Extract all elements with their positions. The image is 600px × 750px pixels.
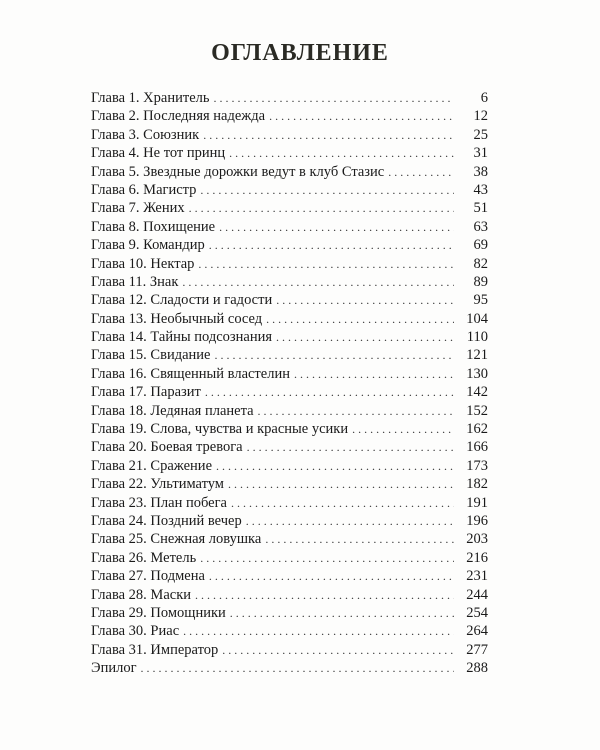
toc-dot-leader: [200, 181, 454, 199]
toc-dot-leader: [294, 365, 454, 383]
toc-dot-leader: [258, 402, 454, 420]
toc-entry: [91, 310, 488, 328]
toc-entry-title: Глава 1. Хранитель: [91, 90, 210, 106]
toc-entry: [91, 567, 488, 585]
toc-dot-leader: [265, 530, 454, 548]
toc-entry-title: Глава 31. Император: [91, 641, 219, 658]
toc-dot-leader: [276, 328, 454, 346]
toc-entry-title: Глава 27. Подмена: [91, 568, 205, 585]
toc-entry-page-number: 203: [466, 531, 488, 548]
table-of-contents: [91, 89, 488, 678]
toc-entry: [91, 549, 488, 567]
page-title: ОГЛАВЛЕНИЕ: [211, 40, 389, 66]
toc-entry-title: Глава 29. Помощники: [91, 604, 226, 621]
toc-dot-leader: [229, 144, 454, 162]
toc-entry: [91, 438, 488, 456]
toc-entry: [91, 273, 488, 291]
toc-entry-page-number: 51: [473, 200, 488, 217]
toc-entry-title: Глава 19. Слова, чувства и красные усики: [91, 421, 349, 438]
toc-entry-title: Глава 17. Паразит: [91, 384, 201, 401]
toc-dot-leader: [269, 107, 454, 125]
toc-entry: [91, 291, 488, 309]
toc-entry-title: Глава 25. Снежная ловушка: [91, 531, 262, 548]
toc-entry: [91, 89, 488, 107]
toc-entry-page-number: 89: [473, 273, 488, 290]
toc-dot-leader: [213, 89, 454, 107]
toc-entry-title: Эпилог: [91, 660, 137, 677]
toc-entry-page-number: 130: [466, 365, 488, 382]
toc-entry: [91, 328, 488, 346]
toc-entry-page-number: 63: [473, 218, 488, 235]
toc-dot-leader: [352, 420, 454, 438]
toc-entry-title: Глава 10. Нектар: [91, 255, 195, 272]
toc-dot-leader: [200, 549, 454, 567]
toc-entry: [91, 218, 488, 236]
toc-entry-title: Глава 12. Сладости и гадости: [91, 292, 273, 309]
toc-dot-leader: [219, 218, 454, 236]
toc-entry-title: Глава 21. Сражение: [91, 457, 213, 474]
toc-dot-leader: [230, 604, 454, 622]
toc-entry-title: Глава 18. Ледяная планета: [91, 402, 254, 419]
toc-entry-title: Глава 8. Похищение: [91, 218, 216, 235]
toc-entry-page-number: 182: [466, 476, 488, 493]
toc-entry: [91, 457, 488, 475]
toc-dot-leader: [182, 273, 454, 291]
toc-entry-page-number: 191: [466, 494, 488, 511]
toc-entry: [91, 236, 488, 254]
toc-entry: [91, 530, 488, 548]
toc-entry: [91, 199, 488, 217]
toc-entry-title: Глава 16. Священный властелин: [91, 365, 290, 382]
toc-entry: [91, 604, 488, 622]
toc-entry-title: Глава 5. Звездные дорожки ведут в клуб Стазис: [91, 163, 385, 180]
toc-entry-title: Глава 9. Командир: [91, 237, 205, 254]
toc-entry-title: Глава 2. Последняя надежда: [91, 108, 266, 125]
toc-dot-leader: [195, 586, 454, 604]
toc-entry-page-number: 95: [473, 292, 488, 309]
toc-entry-page-number: 162: [466, 421, 488, 438]
toc-entry-page-number: 110: [466, 329, 488, 346]
toc-dot-leader: [183, 622, 454, 640]
toc-entry: [91, 475, 488, 493]
toc-entry: [91, 622, 488, 640]
toc-dot-leader: [205, 383, 454, 401]
toc-entry-page-number: 38: [473, 163, 488, 180]
toc-entry-page-number: 196: [466, 512, 488, 529]
toc-entry: [91, 402, 488, 420]
toc-entry-title: Глава 3. Союзник: [91, 126, 200, 143]
toc-entry: [91, 346, 488, 364]
toc-entry-page-number: 231: [466, 568, 488, 585]
toc-entry-page-number: 12: [473, 108, 488, 125]
toc-entry: [91, 181, 488, 199]
toc-entry-page-number: 173: [466, 457, 488, 474]
toc-entry-page-number: 31: [473, 145, 488, 162]
toc-entry-page-number: 121: [466, 347, 488, 364]
toc-entry-title: Глава 30. Риас: [91, 623, 180, 640]
toc-entry-page-number: 166: [466, 439, 488, 456]
toc-entry-title: Глава 6. Магистр: [91, 181, 197, 198]
toc-entry: [91, 420, 488, 438]
toc-entry: [91, 107, 488, 125]
toc-entry: [91, 163, 488, 181]
toc-entry-page-number: 6: [480, 90, 488, 106]
toc-dot-leader: [231, 494, 454, 512]
toc-entry-title: Глава 24. Поздний вечер: [91, 512, 242, 529]
toc-entry-page-number: 104: [466, 310, 488, 327]
toc-entry-page-number: 264: [466, 623, 488, 640]
toc-entry: [91, 512, 488, 530]
toc-dot-leader: [203, 126, 454, 144]
toc-entry-page-number: 277: [466, 641, 488, 658]
toc-dot-leader: [209, 236, 454, 254]
toc-dot-leader: [189, 199, 454, 217]
toc-dot-leader: [198, 255, 454, 273]
toc-entry-title: Глава 11. Знак: [91, 273, 179, 290]
toc-entry-title: Глава 7. Жених: [91, 200, 185, 217]
toc-entry-page-number: 69: [473, 237, 488, 254]
toc-dot-leader: [141, 659, 454, 677]
toc-entry-page-number: 244: [466, 586, 488, 603]
toc-entry-page-number: 152: [466, 402, 488, 419]
toc-entry-title: Глава 23. План побега: [91, 494, 227, 511]
toc-entry: [91, 383, 488, 401]
toc-entry-title: Глава 4. Не тот принц: [91, 145, 226, 162]
toc-entry-title: Глава 22. Ультиматум: [91, 476, 224, 493]
toc-entry: [91, 586, 488, 604]
toc-entry: [91, 365, 488, 383]
toc-entry-title: Глава 20. Боевая тревога: [91, 439, 243, 456]
toc-entry-title: Глава 26. Метель: [91, 549, 197, 566]
toc-entry: [91, 641, 488, 659]
toc-entry-page-number: 254: [466, 604, 488, 621]
toc-entry: [91, 255, 488, 273]
toc-entry-page-number: 216: [466, 549, 488, 566]
toc-dot-leader: [214, 346, 454, 364]
toc-dot-leader: [276, 291, 454, 309]
toc-entry-title: Глава 15. Свидание: [91, 347, 211, 364]
toc-dot-leader: [222, 641, 454, 659]
toc-entry: [91, 659, 488, 677]
toc-entry: [91, 494, 488, 512]
toc-entry-page-number: 288: [466, 660, 488, 677]
toc-dot-leader: [228, 475, 454, 493]
toc-dot-leader: [388, 163, 454, 181]
toc-entry-page-number: 82: [473, 255, 488, 272]
toc-dot-leader: [266, 310, 454, 328]
toc-dot-leader: [247, 438, 454, 456]
toc-dot-leader: [209, 567, 454, 585]
toc-entry-page-number: 25: [473, 126, 488, 143]
toc-dot-leader: [216, 457, 454, 475]
toc-entry: [91, 126, 488, 144]
toc-entry-page-number: 142: [466, 384, 488, 401]
toc-entry-page-number: 43: [473, 181, 488, 198]
toc-entry-title: Глава 28. Маски: [91, 586, 191, 603]
toc-entry-title: Глава 14. Тайны подсознания: [91, 329, 273, 346]
toc-dot-leader: [246, 512, 454, 530]
toc-entry: [91, 144, 488, 162]
toc-entry-title: Глава 13. Необычный сосед: [91, 310, 263, 327]
